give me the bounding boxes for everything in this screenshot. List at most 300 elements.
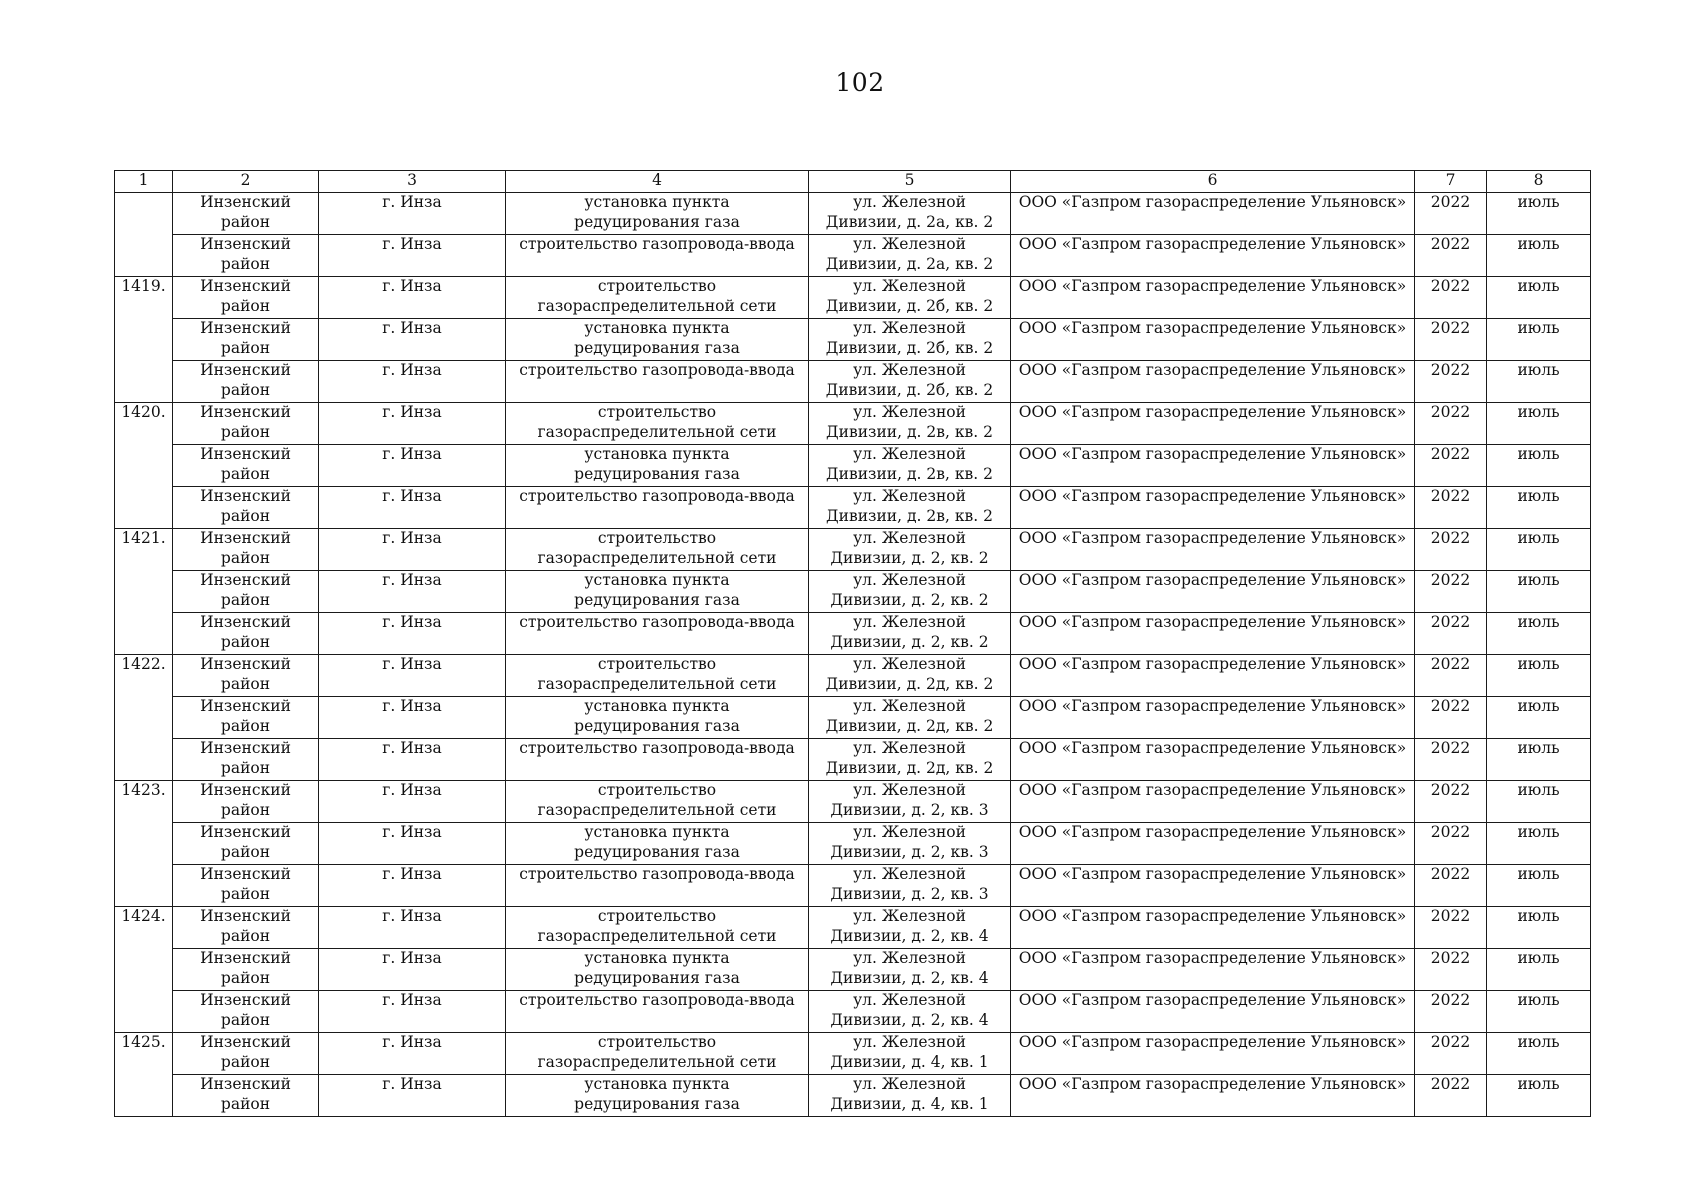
work-type-line: строительство газопровода-ввода (519, 361, 795, 379)
address-line: Дивизии, д. 2, кв. 4 (830, 968, 989, 987)
work-type-line: установка пункта (584, 319, 730, 337)
district-line: Инзенский (200, 445, 291, 463)
cell-organization: ООО «Газпром газораспределение Ульяновск» (1011, 403, 1415, 445)
district-line: Инзенский (200, 487, 291, 505)
table-row (115, 1075, 1591, 1117)
district-line: район (220, 674, 271, 693)
page-number: 102 (835, 68, 885, 97)
cell-district (173, 991, 319, 1033)
table-row (115, 529, 1591, 571)
cell-organization: ООО «Газпром газораспределение Ульяновск» (1011, 655, 1415, 697)
cell-address (809, 1033, 1011, 1075)
address-line: Дивизии, д. 4, кв. 1 (830, 1094, 989, 1113)
cell-district (173, 361, 319, 403)
cell-city: г. Инза (319, 235, 506, 277)
work-type-line: газораспределительной сети (537, 674, 777, 693)
cell-year: 2022 (1415, 319, 1487, 361)
cell-month: июль (1487, 781, 1591, 823)
cell-month: июль (1487, 319, 1591, 361)
cell-month: июль (1487, 823, 1591, 865)
table-row (115, 403, 1591, 445)
table-row (115, 319, 1591, 361)
cell-year: 2022 (1415, 277, 1487, 319)
work-type-line: строительство газопровода-ввода (519, 613, 795, 631)
cell-work-type (506, 529, 809, 571)
cell-work-type (506, 907, 809, 949)
address-line: Дивизии, д. 2, кв. 3 (830, 800, 989, 819)
cell-year: 2022 (1415, 781, 1487, 823)
work-type-line: установка пункта (584, 823, 730, 841)
cell-organization: ООО «Газпром газораспределение Ульяновск» (1011, 865, 1415, 907)
address-line: ул. Железной (853, 865, 966, 883)
cell-address (809, 193, 1011, 235)
cell-object-number: 1420. (115, 403, 173, 529)
cell-district (173, 529, 319, 571)
work-type-line: газораспределительной сети (537, 548, 777, 567)
cell-address (809, 697, 1011, 739)
cell-work-type (506, 193, 809, 235)
address-line: ул. Железной (853, 907, 966, 925)
address-line: ул. Железной (853, 445, 966, 463)
cell-district (173, 571, 319, 613)
district-line: Инзенский (200, 655, 291, 673)
work-type-line: установка пункта (584, 949, 730, 967)
cell-year: 2022 (1415, 1033, 1487, 1075)
cell-object-number: 1425. (115, 1033, 173, 1117)
district-line: Инзенский (200, 361, 291, 379)
cell-city: г. Инза (319, 949, 506, 991)
district-line: район (220, 380, 271, 399)
cell-city: г. Инза (319, 193, 506, 235)
address-line: Дивизии, д. 2д, кв. 2 (825, 716, 994, 735)
district-line: район (220, 926, 271, 945)
cell-year: 2022 (1415, 361, 1487, 403)
cell-city: г. Инза (319, 319, 506, 361)
cell-organization: ООО «Газпром газораспределение Ульяновск» (1011, 235, 1415, 277)
district-line: Инзенский (200, 529, 291, 547)
cell-organization: ООО «Газпром газораспределение Ульяновск» (1011, 277, 1415, 319)
cell-object-number: 1422. (115, 655, 173, 781)
cell-month: июль (1487, 277, 1591, 319)
cell-address (809, 865, 1011, 907)
cell-month: июль (1487, 361, 1591, 403)
district-line: Инзенский (200, 697, 291, 715)
cell-organization: ООО «Газпром газораспределение Ульяновск» (1011, 907, 1415, 949)
district-line: район (220, 590, 271, 609)
work-type-line: строительство (597, 907, 717, 925)
address-line: Дивизии, д. 2д, кв. 2 (825, 674, 994, 693)
address-line: ул. Железной (853, 193, 966, 211)
cell-year: 2022 (1415, 949, 1487, 991)
cell-month: июль (1487, 529, 1591, 571)
address-line: Дивизии, д. 2б, кв. 2 (825, 296, 994, 315)
cell-year: 2022 (1415, 1075, 1487, 1117)
cell-year: 2022 (1415, 403, 1487, 445)
table-row (115, 823, 1591, 865)
work-type-line: редуцирования газа (574, 212, 740, 231)
cell-work-type (506, 949, 809, 991)
address-line: Дивизии, д. 4, кв. 1 (830, 1052, 989, 1071)
address-line: Дивизии, д. 2, кв. 4 (830, 926, 989, 945)
cell-district (173, 1033, 319, 1075)
work-type-line: редуцирования газа (574, 842, 740, 861)
column-header: 6 (1011, 171, 1415, 193)
cell-city: г. Инза (319, 739, 506, 781)
cell-district (173, 445, 319, 487)
table-row (115, 1033, 1591, 1075)
table-row (115, 781, 1591, 823)
cell-address (809, 991, 1011, 1033)
cell-address (809, 277, 1011, 319)
cell-work-type (506, 781, 809, 823)
cell-object-number: 1423. (115, 781, 173, 907)
table-row (115, 907, 1591, 949)
cell-city: г. Инза (319, 1075, 506, 1117)
district-line: Инзенский (200, 907, 291, 925)
cell-organization: ООО «Газпром газораспределение Ульяновск» (1011, 781, 1415, 823)
cell-work-type (506, 613, 809, 655)
cell-city: г. Инза (319, 277, 506, 319)
cell-work-type (506, 865, 809, 907)
address-line: Дивизии, д. 2, кв. 3 (830, 842, 989, 861)
cell-address (809, 781, 1011, 823)
cell-city: г. Инза (319, 361, 506, 403)
district-line: район (220, 254, 271, 273)
cell-object-number (115, 193, 173, 277)
cell-city: г. Инза (319, 697, 506, 739)
address-line: ул. Железной (853, 403, 966, 421)
address-line: ул. Железной (853, 529, 966, 547)
district-line: Инзенский (200, 403, 291, 421)
cell-district (173, 949, 319, 991)
district-line: район (220, 968, 271, 987)
address-line: ул. Железной (853, 823, 966, 841)
cell-organization: ООО «Газпром газораспределение Ульяновск» (1011, 1075, 1415, 1117)
cell-district (173, 613, 319, 655)
cell-work-type (506, 277, 809, 319)
cell-year: 2022 (1415, 445, 1487, 487)
district-line: Инзенский (200, 949, 291, 967)
cell-city: г. Инза (319, 823, 506, 865)
cell-district (173, 697, 319, 739)
cell-year: 2022 (1415, 991, 1487, 1033)
cell-city: г. Инза (319, 613, 506, 655)
cell-address (809, 319, 1011, 361)
address-line: Дивизии, д. 2а, кв. 2 (825, 212, 994, 231)
address-line: ул. Железной (853, 487, 966, 505)
work-type-line: редуцирования газа (574, 338, 740, 357)
cell-district (173, 823, 319, 865)
cell-organization: ООО «Газпром газораспределение Ульяновск» (1011, 949, 1415, 991)
address-line: Дивизии, д. 2, кв. 2 (830, 548, 989, 567)
table-row (115, 571, 1591, 613)
register-table (114, 170, 1591, 1117)
cell-year: 2022 (1415, 193, 1487, 235)
cell-organization: ООО «Газпром газораспределение Ульяновск» (1011, 571, 1415, 613)
address-line: Дивизии, д. 2в, кв. 2 (826, 464, 993, 483)
work-type-line: установка пункта (584, 571, 730, 589)
column-header: 8 (1487, 171, 1591, 193)
cell-month: июль (1487, 613, 1591, 655)
table-row (115, 697, 1591, 739)
table-row (115, 613, 1591, 655)
cell-year: 2022 (1415, 613, 1487, 655)
cell-address (809, 1075, 1011, 1117)
cell-work-type (506, 1075, 809, 1117)
cell-work-type (506, 487, 809, 529)
cell-address (809, 235, 1011, 277)
address-line: Дивизии, д. 2б, кв. 2 (825, 380, 994, 399)
work-type-line: строительство (597, 781, 717, 799)
table-row (115, 487, 1591, 529)
district-line: район (220, 632, 271, 651)
cell-month: июль (1487, 991, 1591, 1033)
district-line: район (220, 1010, 271, 1029)
address-line: ул. Железной (853, 571, 966, 589)
cell-object-number: 1421. (115, 529, 173, 655)
district-line: Инзенский (200, 739, 291, 757)
address-line: ул. Железной (853, 277, 966, 295)
cell-district (173, 781, 319, 823)
address-line: Дивизии, д. 2, кв. 3 (830, 884, 989, 903)
column-header: 4 (506, 171, 809, 193)
cell-month: июль (1487, 739, 1591, 781)
cell-address (809, 655, 1011, 697)
cell-district (173, 865, 319, 907)
district-line: район (220, 506, 271, 525)
cell-year: 2022 (1415, 739, 1487, 781)
cell-month: июль (1487, 571, 1591, 613)
work-type-line: редуцирования газа (574, 968, 740, 987)
work-type-line: установка пункта (584, 193, 730, 211)
cell-year: 2022 (1415, 655, 1487, 697)
address-line: ул. Железной (853, 697, 966, 715)
cell-city: г. Инза (319, 1033, 506, 1075)
cell-month: июль (1487, 1075, 1591, 1117)
cell-organization: ООО «Газпром газораспределение Ульяновск» (1011, 361, 1415, 403)
cell-organization: ООО «Газпром газораспределение Ульяновск» (1011, 193, 1415, 235)
cell-district (173, 193, 319, 235)
cell-address (809, 445, 1011, 487)
work-type-line: строительство (597, 277, 717, 295)
work-type-line: строительство (597, 1033, 717, 1051)
work-type-line: редуцирования газа (574, 464, 740, 483)
cell-work-type (506, 319, 809, 361)
work-type-line: строительство газопровода-ввода (519, 487, 795, 505)
district-line: район (220, 212, 271, 231)
table-row (115, 193, 1591, 235)
cell-city: г. Инза (319, 991, 506, 1033)
work-type-line: строительство (597, 655, 717, 673)
cell-organization: ООО «Газпром газораспределение Ульяновск» (1011, 697, 1415, 739)
district-line: Инзенский (200, 865, 291, 883)
column-header: 1 (115, 171, 173, 193)
cell-city: г. Инза (319, 403, 506, 445)
district-line: Инзенский (200, 235, 291, 253)
column-header: 5 (809, 171, 1011, 193)
cell-work-type (506, 445, 809, 487)
cell-month: июль (1487, 193, 1591, 235)
cell-district (173, 1075, 319, 1117)
column-header: 7 (1415, 171, 1487, 193)
cell-organization: ООО «Газпром газораспределение Ульяновск» (1011, 613, 1415, 655)
address-line: ул. Железной (853, 235, 966, 253)
table-header-row (115, 171, 1591, 193)
address-line: Дивизии, д. 2а, кв. 2 (825, 254, 994, 273)
address-line: Дивизии, д. 2, кв. 4 (830, 1010, 989, 1029)
cell-district (173, 907, 319, 949)
work-type-line: строительство газопровода-ввода (519, 865, 795, 883)
cell-organization: ООО «Газпром газораспределение Ульяновск» (1011, 739, 1415, 781)
address-line: ул. Железной (853, 1033, 966, 1051)
cell-work-type (506, 235, 809, 277)
cell-address (809, 529, 1011, 571)
cell-organization: ООО «Газпром газораспределение Ульяновск» (1011, 529, 1415, 571)
address-line: Дивизии, д. 2, кв. 2 (830, 632, 989, 651)
work-type-line: газораспределительной сети (537, 926, 777, 945)
work-type-line: газораспределительной сети (537, 800, 777, 819)
work-type-line: установка пункта (584, 1075, 730, 1093)
work-type-line: редуцирования газа (574, 590, 740, 609)
district-line: Инзенский (200, 277, 291, 295)
cell-address (809, 571, 1011, 613)
cell-work-type (506, 1033, 809, 1075)
district-line: район (220, 1094, 271, 1113)
cell-object-number: 1419. (115, 277, 173, 403)
cell-city: г. Инза (319, 865, 506, 907)
address-line: ул. Железной (853, 613, 966, 631)
table-row (115, 235, 1591, 277)
district-line: Инзенский (200, 1033, 291, 1051)
cell-address (809, 823, 1011, 865)
district-line: район (220, 842, 271, 861)
district-line: Инзенский (200, 571, 291, 589)
cell-organization: ООО «Газпром газораспределение Ульяновск» (1011, 487, 1415, 529)
table-row (115, 445, 1591, 487)
cell-district (173, 739, 319, 781)
cell-organization: ООО «Газпром газораспределение Ульяновск» (1011, 823, 1415, 865)
address-line: ул. Железной (853, 319, 966, 337)
address-line: ул. Железной (853, 1075, 966, 1093)
cell-district (173, 319, 319, 361)
district-line: район (220, 338, 271, 357)
address-line: Дивизии, д. 2д, кв. 2 (825, 758, 994, 777)
table-row (115, 991, 1591, 1033)
district-line: Инзенский (200, 613, 291, 631)
cell-work-type (506, 823, 809, 865)
work-type-line: газораспределительной сети (537, 296, 777, 315)
cell-year: 2022 (1415, 571, 1487, 613)
district-line: Инзенский (200, 991, 291, 1009)
cell-address (809, 487, 1011, 529)
work-type-line: газораспределительной сети (537, 1052, 777, 1071)
address-line: ул. Железной (853, 949, 966, 967)
address-line: Дивизии, д. 2в, кв. 2 (826, 506, 993, 525)
cell-address (809, 907, 1011, 949)
work-type-line: газораспределительной сети (537, 422, 777, 441)
district-line: район (220, 548, 271, 567)
district-line: район (220, 1052, 271, 1071)
cell-year: 2022 (1415, 865, 1487, 907)
cell-year: 2022 (1415, 487, 1487, 529)
cell-work-type (506, 991, 809, 1033)
cell-organization: ООО «Газпром газораспределение Ульяновск» (1011, 319, 1415, 361)
work-type-line: редуцирования газа (574, 1094, 740, 1113)
cell-address (809, 403, 1011, 445)
district-line: Инзенский (200, 193, 291, 211)
work-type-line: строительство газопровода-ввода (519, 991, 795, 1009)
cell-address (809, 949, 1011, 991)
table-row (115, 277, 1591, 319)
district-line: район (220, 296, 271, 315)
cell-address (809, 361, 1011, 403)
cell-work-type (506, 697, 809, 739)
cell-year: 2022 (1415, 235, 1487, 277)
cell-city: г. Инза (319, 487, 506, 529)
cell-month: июль (1487, 445, 1591, 487)
cell-district (173, 487, 319, 529)
table-row (115, 865, 1591, 907)
address-line: ул. Железной (853, 991, 966, 1009)
cell-work-type (506, 655, 809, 697)
district-line: район (220, 464, 271, 483)
cell-month: июль (1487, 487, 1591, 529)
work-type-line: установка пункта (584, 697, 730, 715)
cell-year: 2022 (1415, 823, 1487, 865)
work-type-line: строительство (597, 529, 717, 547)
cell-month: июль (1487, 907, 1591, 949)
cell-city: г. Инза (319, 655, 506, 697)
cell-month: июль (1487, 235, 1591, 277)
cell-work-type (506, 571, 809, 613)
district-line: район (220, 884, 271, 903)
cell-month: июль (1487, 655, 1591, 697)
address-line: ул. Железной (853, 655, 966, 673)
cell-district (173, 235, 319, 277)
cell-month: июль (1487, 865, 1591, 907)
cell-month: июль (1487, 403, 1591, 445)
address-line: Дивизии, д. 2в, кв. 2 (826, 422, 993, 441)
work-type-line: строительство газопровода-ввода (519, 739, 795, 757)
cell-address (809, 613, 1011, 655)
district-line: Инзенский (200, 1075, 291, 1093)
table-row (115, 361, 1591, 403)
district-line: Инзенский (200, 319, 291, 337)
address-line: Дивизии, д. 2б, кв. 2 (825, 338, 994, 357)
address-line: ул. Железной (853, 739, 966, 757)
cell-city: г. Инза (319, 781, 506, 823)
cell-organization: ООО «Газпром газораспределение Ульяновск» (1011, 1033, 1415, 1075)
cell-work-type (506, 739, 809, 781)
cell-city: г. Инза (319, 907, 506, 949)
address-line: ул. Железной (853, 361, 966, 379)
cell-work-type (506, 361, 809, 403)
cell-month: июль (1487, 1033, 1591, 1075)
column-header: 2 (173, 171, 319, 193)
cell-organization: ООО «Газпром газораспределение Ульяновск» (1011, 445, 1415, 487)
table-row (115, 739, 1591, 781)
table-row (115, 655, 1591, 697)
cell-month: июль (1487, 697, 1591, 739)
cell-district (173, 277, 319, 319)
cell-object-number: 1424. (115, 907, 173, 1033)
cell-city: г. Инза (319, 445, 506, 487)
district-line: Инзенский (200, 823, 291, 841)
address-line: Дивизии, д. 2, кв. 2 (830, 590, 989, 609)
cell-year: 2022 (1415, 529, 1487, 571)
cell-address (809, 739, 1011, 781)
cell-work-type (506, 403, 809, 445)
